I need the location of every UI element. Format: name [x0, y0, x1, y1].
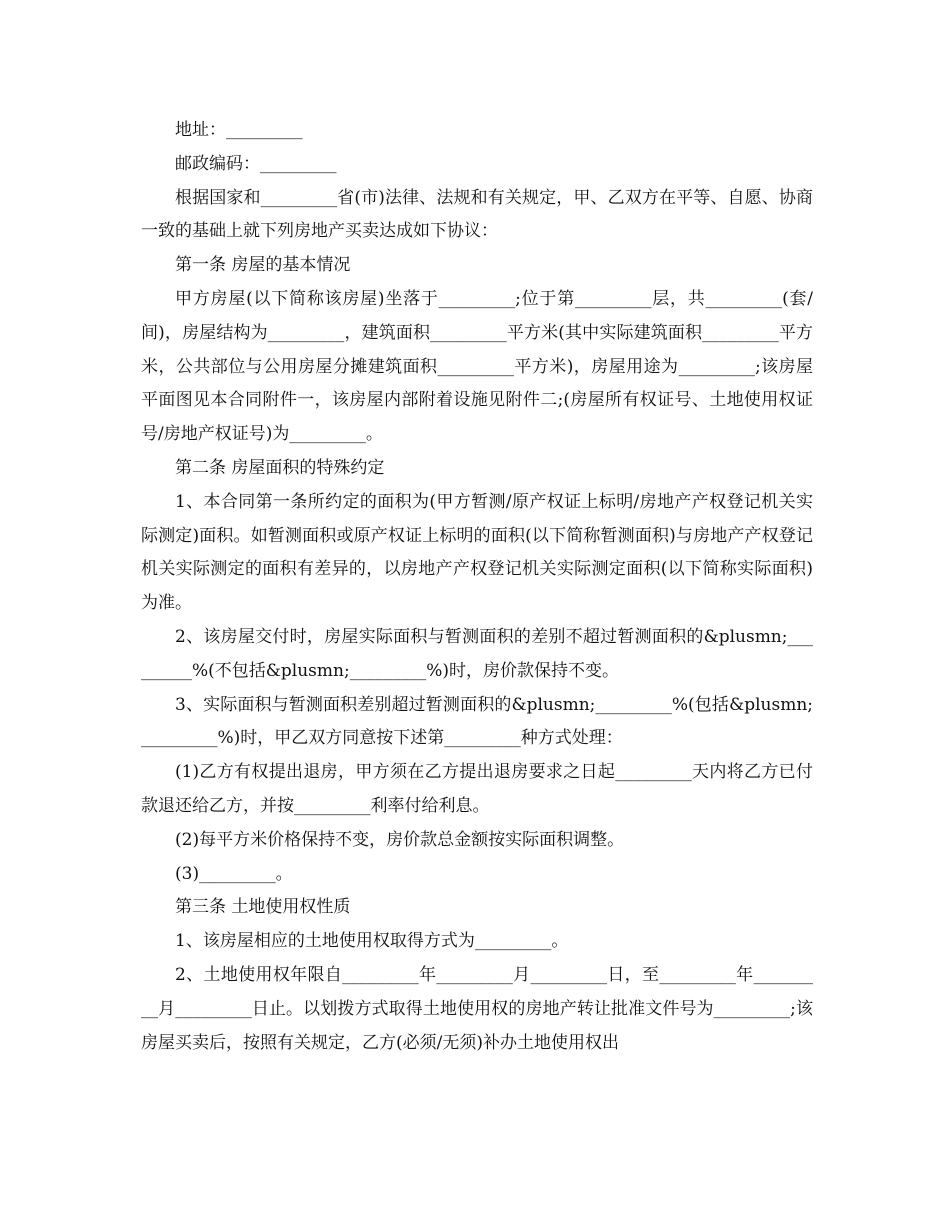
option-1: (1)乙方有权提出退房，甲方须在乙方提出退房要求之日起_________天内将乙方已付款退还给乙方，并按_________利率付给利息。 — [141, 762, 813, 816]
article-2-clause-2: 2、该房屋交付时，房屋实际面积与暂测面积的差别不超过暂测面积的&plusmn;_________%(不包括&plusmn;_________%)时，房价款保持不变。 — [141, 626, 813, 681]
address-line: 地址：_________ — [175, 120, 303, 140]
option-2: (2)每平方米价格保持不变，房价款总金额按实际面积调整。 — [175, 829, 625, 850]
contract-body — [141, 114, 813, 1060]
preamble-paragraph: 根据国家和_________省(市)法律、法规和有关规定，甲、乙双方在平等、自愿、协商一致的基础上就下列房地产买卖达成如下协议： — [141, 187, 813, 242]
article-1-body: 甲方房屋(以下简称该房屋)坐落于_________;位于第_________层，共_________(套/间)，房屋结构为_________，建筑面积_________平方米(其中实际建筑面积_________平方米，公共部位与公用房屋分摊建筑面积_________平方米)，房屋用途为_________;该房屋平面图见本合同附件一，该房屋内部附着设施见附件二;(房屋所有权证号、土地使用权证号/房地产权证号)为_________。 — [141, 288, 813, 445]
postal-code-line: 邮政编码：_________ — [175, 153, 337, 174]
option-3: (3)_________。 — [175, 863, 293, 884]
article-2-heading: 第二条 房屋面积的特殊约定 — [175, 457, 385, 478]
article-3-clause-2: 2、土地使用权年限自_________年_________月_________日，至_________年_________月_________日止。以划拨方式取得土地使用权的房地产转让批准文件号为_________;该房屋买卖后，按照有关规定，乙方(必须/无须)补办土地使用权出 — [141, 964, 813, 1053]
article-2-clause-3: 3、实际面积与暂测面积差别超过暂测面积的&plusmn;_________%(包括&plusmn;_________%)时，甲乙双方同意按下述第_________种方式处理： — [141, 694, 813, 749]
article-3-heading: 第三条 土地使用权性质 — [175, 897, 351, 918]
article-3-clause-1: 1、该房屋相应的土地使用权取得方式为_________。 — [175, 931, 569, 952]
article-2-clause-1: 1、本合同第一条所约定的面积为(甲方暂测/原产权证上标明/房地产产权登记机关实际测定)面积。如暂测面积或原产权证上标明的面积(以下简称暂测面积)与房地产产权登记机关实际测定的面积有差异的，以房地产产权登记机关实际测定面积(以下简称实际面积)为准。 — [141, 491, 813, 614]
article-1-heading: 第一条 房屋的基本情况 — [175, 255, 351, 276]
